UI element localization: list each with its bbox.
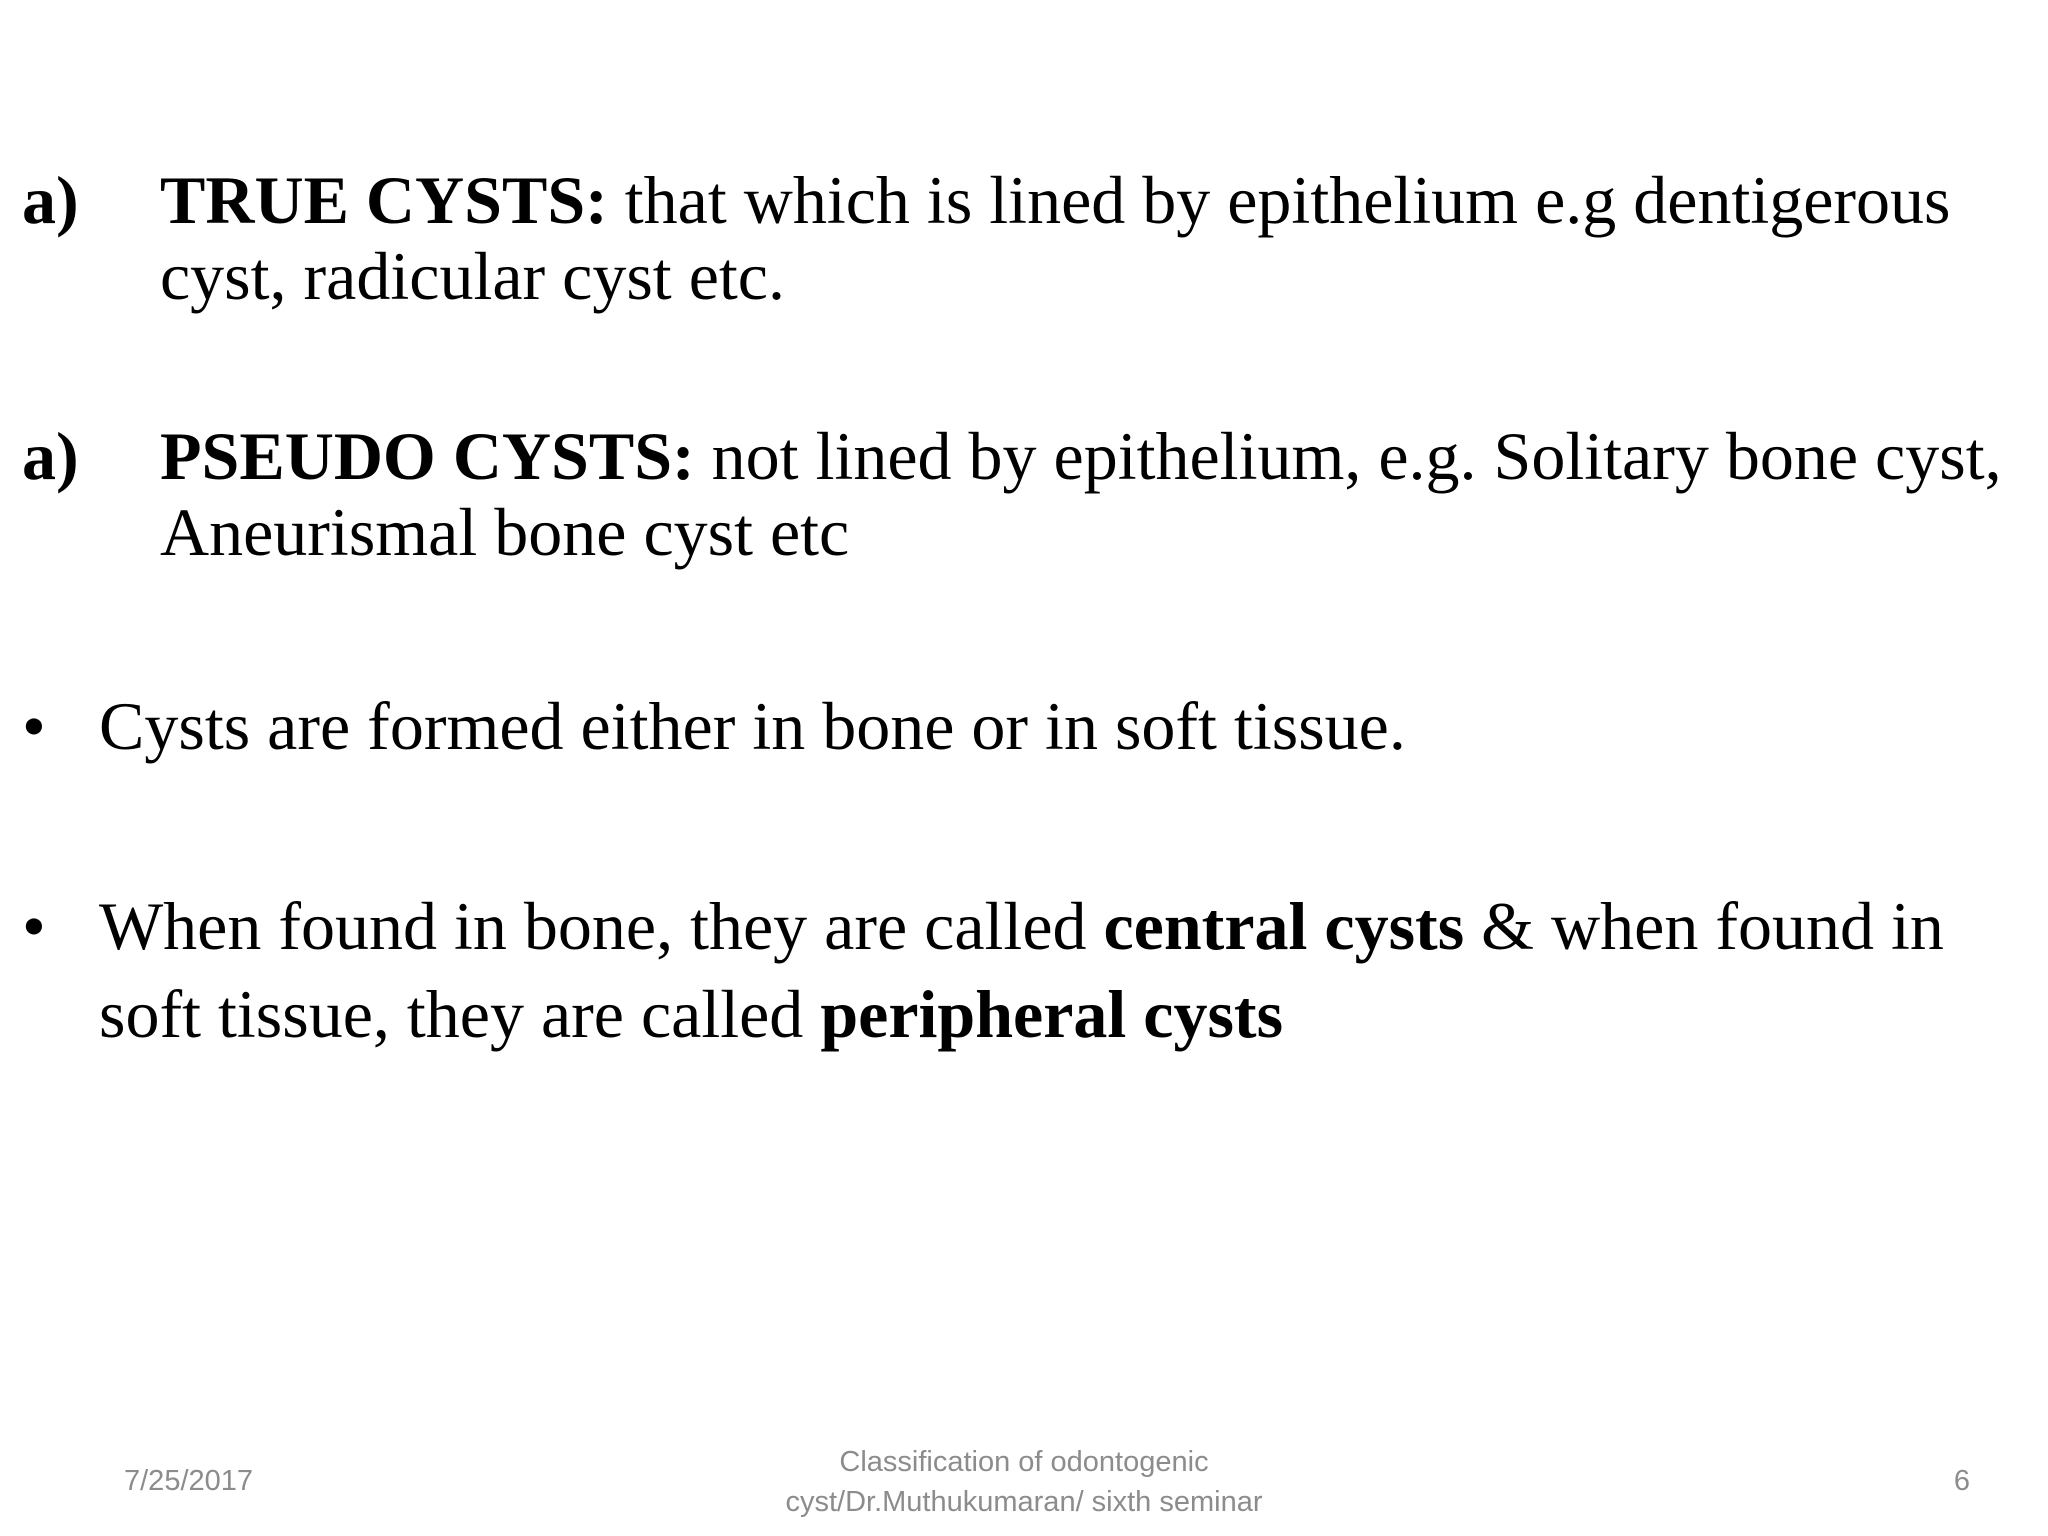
- cysts-formed-bullet: [22, 688, 2032, 764]
- true-cysts-text: [160, 162, 2032, 314]
- when-found-text-part-2: & when found in soft tissue, they are called: [99, 888, 1944, 1052]
- list-marker: a): [22, 162, 79, 238]
- footer-title: [724, 1442, 1324, 1522]
- cysts-formed-text: Cysts are formed either in bone or in soft tissue.: [99, 688, 1406, 764]
- true-cysts-item: [22, 162, 2032, 314]
- pseudo-cysts-text: [160, 418, 2032, 570]
- pseudo-cysts-term: PSEUDO CYSTS:: [160, 418, 695, 494]
- footer-date: 7/25/2017: [124, 1465, 254, 1497]
- true-cysts-term: TRUE CYSTS:: [160, 162, 608, 238]
- bullet-marker: •: [22, 888, 46, 964]
- peripheral-cysts-term: peripheral cysts: [820, 976, 1284, 1052]
- footer-title-line-2: cyst/Dr.Muthukumaran/ sixth seminar: [785, 1486, 1263, 1518]
- footer-title-line-1: Classification of odontogenic: [839, 1446, 1209, 1478]
- when-found-text-part-1: When found in bone, they are called: [99, 888, 1104, 964]
- true-cysts-definition: that which is lined by epithelium e.g dentigerous cyst, radicular cyst etc.: [160, 162, 1951, 314]
- bullet-marker: •: [22, 688, 46, 764]
- when-found-text: [99, 882, 2032, 1058]
- pseudo-cysts-item: [22, 418, 2032, 570]
- central-cysts-term: central cysts: [1103, 888, 1465, 964]
- pseudo-cysts-definition: not lined by epithelium, e.g. Solitary bone cyst, Aneurismal bone cyst etc: [160, 418, 2002, 570]
- when-found-bullet: [22, 882, 2032, 1058]
- page-number: 6: [1953, 1465, 1970, 1497]
- list-marker: a): [22, 418, 79, 494]
